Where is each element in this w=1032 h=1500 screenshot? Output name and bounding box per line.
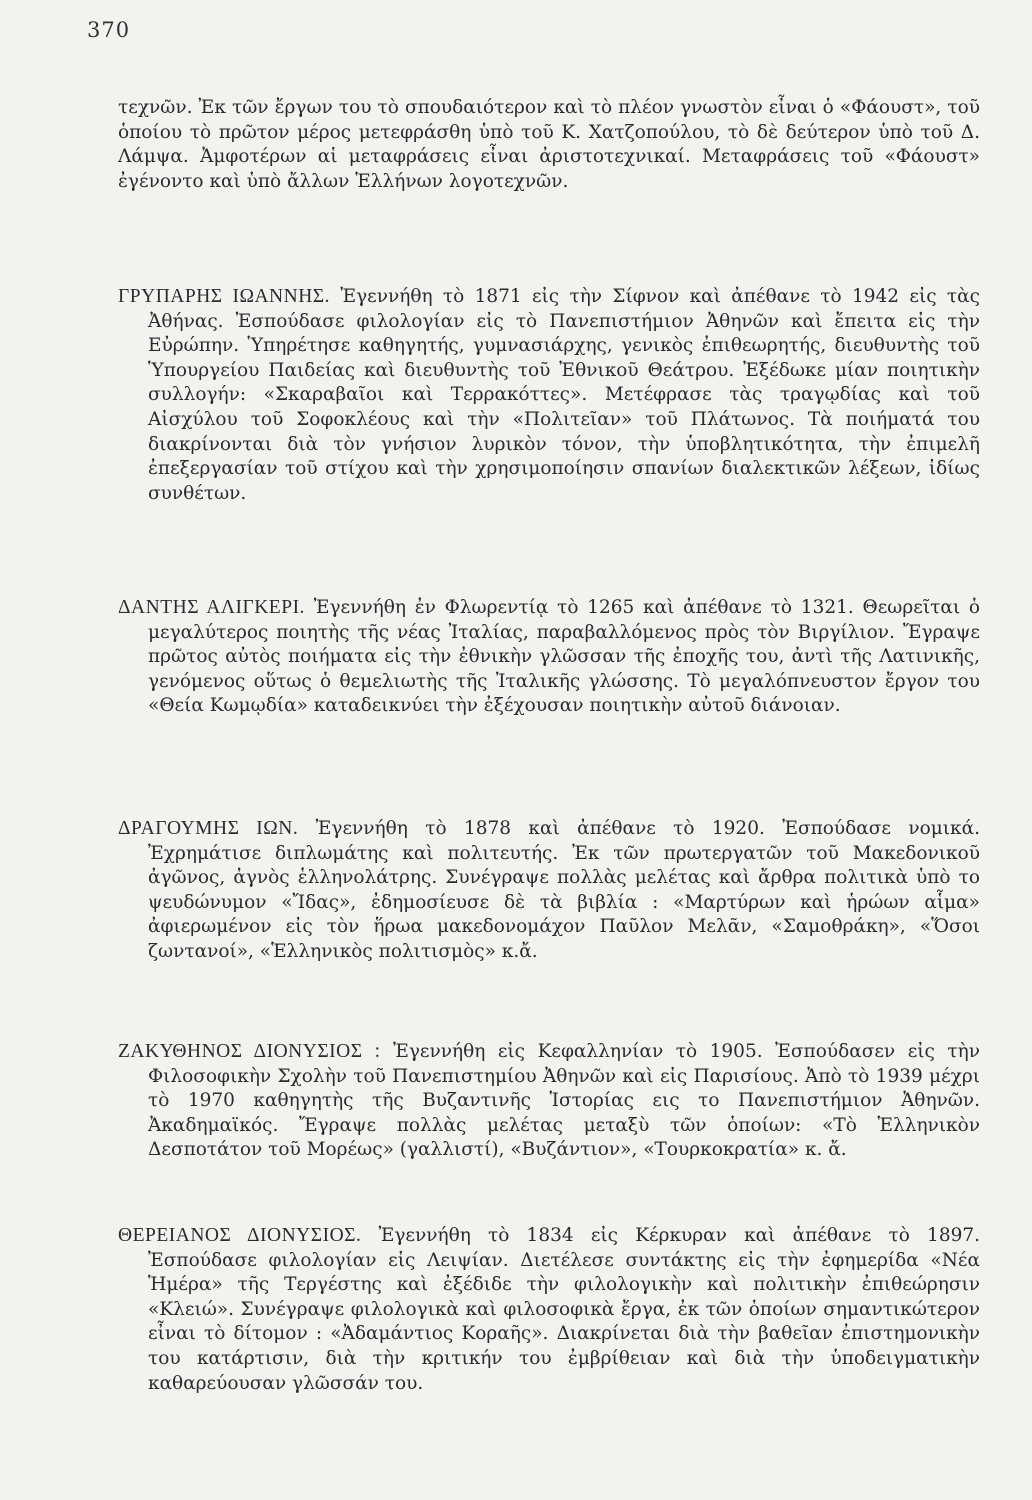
entry-faust-continuation	[118, 96, 980, 194]
entry-paragraph	[118, 285, 980, 506]
entry-gryparis	[118, 285, 980, 506]
entry-paragraph	[118, 596, 980, 719]
entry-heading: ΔΡΑΓΟΥΜΗΣ ΙΩΝ.	[118, 818, 299, 839]
entry-text: τεχνῶν. Ἐκ τῶν ἔργων του τὸ σπουδαιότερον καὶ τὸ πλέον γνωστὸν εἶναι ὁ «Φάουστ», τοῦ ὁποίου τὸ πρῶτον μέρος μετεφράσθη ὑπὸ τοῦ Κ. Χατζοπούλου, τὸ δὲ δεύτερον ὑπὸ τοῦ Δ. Λάμψα. Ἀμφοτέρων αἱ μεταφράσεις εἶναι ἀριστοτεχνικαί. Μεταφράσεις τοῦ «Φάουστ» ἐγένοντο καὶ ὑπὸ ἄλλων Ἑλλήνων λογοτεχνῶν.	[118, 97, 980, 192]
entry-dragoumis	[118, 817, 980, 965]
entry-text: Ἐγεννήθη τὸ 1878 καὶ ἀπέθανε τὸ 1920. Ἐσπούδασε νομικά. Ἐχρημάτισε διπλωμάτης καὶ πολιτευτής. Ἐκ τῶν πρωτεργατῶν τοῦ Μακεδονικοῦ ἀγῶνος, ἁγνὸς ἑλληνολάτρης. Συνέγραψε πολλὰς μελέτας καὶ ἄρθρα πολιτικὰ ὑπὸ το ψευδώνυμον «Ἴδας», ἐδημοσίευσε δὲ τὰ βιβλία : «Μαρτύρων καὶ ἡρώων αἷμα» ἀφιερωμένον εἰς τὸν ἥρωα μακεδονομάχον Παῦλον Μελᾶν, «Σαμοθράκη», «Ὅσοι ζωντανοί», «Ἑλληνικὸς πολιτισμὸς» κ.ἄ.	[148, 818, 980, 962]
entry-dante	[118, 596, 980, 719]
entry-paragraph	[118, 1040, 980, 1163]
entry-paragraph	[118, 817, 980, 965]
entry-paragraph	[118, 96, 980, 194]
entry-text: Ἐγεννήθη εἰς Κεφαλληνίαν τὸ 1905. Ἐσπούδασεν εἰς τὴν Φιλοσοφικὴν Σχολὴν τοῦ Πανεπιστημίου Ἀθηνῶν καὶ εἰς Παρισίους. Ἀπὸ τὸ 1939 μέχρι τὸ 1970 καθηγητὴς τῆς Βυζαντινῆς Ἱστορίας εις το Πανεπιστήμιον Ἀθηνῶν. Ἀκαδημαϊκός. Ἔγραψε πολλὰς μελέτας μεταξὺ τῶν ὁποίων: «Τὸ Ἑλληνικὸν Δεσποτάτον τοῦ Μορέως» (γαλλιστί), «Βυζάντιον», «Τουρκοκρατία» κ. ἄ.	[148, 1041, 980, 1161]
entry-text: Ἐγεννήθη τὸ 1834 εἰς Κέρκυραν καὶ ἀπέθανε τὸ 1897. Ἐσπούδασε φιλολογίαν εἰς Λειψίαν. Διετέλεσε συντάκτης εἰς τὴν ἐφημερίδα «Νέα Ἡμέρα» τῆς Τεργέστης καὶ ἐξέδιδε τὴν φιλολογικὴν καὶ πολιτικὴν ἐπιθεώρησιν «Κλειώ». Συνέγραψε φιλολογικὰ καὶ φιλοσοφικὰ ἔργα, ἐκ τῶν ὁποίων σημαντικώτερον εἶναι τὸ δίτομον : «Ἀδαμάντιος Κοραῆς». Διακρίνεται διὰ τὴν βαθεῖαν ἐπιστημονικὴν του κατάρτισιν, διὰ τὴν κριτικήν του ἐμβρίθειαν καὶ διὰ τὴν ὑποδειγματικὴν καθαρεύουσαν γλῶσσάν του.	[148, 1225, 981, 1394]
entry-paragraph	[118, 1224, 980, 1396]
entry-heading: ΔΑΝΤΗΣ ΑΛΙΓΚΕΡΙ.	[118, 597, 305, 618]
entry-thereianos	[118, 1224, 980, 1396]
entry-text: Ἐγεννήθη τὸ 1871 εἰς τὴν Σίφνον καὶ ἀπέθανε τὸ 1942 εἰς τὰς Ἀθήνας. Ἐσπούδασε φιλολογίαν εἰς τὸ Πανεπιστήμιον Ἀθηνῶν καὶ ἔπειτα εἰς τὴν Εὐρώπην. Ὑπηρέτησε καθηγητής, γυμνασιάρχης, γενικὸς ἐπιθεωρητής, διευθυντὴς τοῦ Ὑπουργείου Παιδείας καὶ διευθυντὴς τοῦ Ἐθνικοῦ Θεάτρου. Ἐξέδωκε μίαν ποιητικὴν συλλογήν: «Σκαραβαῖοι καὶ Τερρακόττες». Μετέφρασε τὰς τραγῳδίας καὶ τοῦ Αἰσχύλου τοῦ Σοφοκλέους καὶ τὴν «Πολιτεῖαν» τοῦ Πλάτωνος. Τὰ ποιήματά του διακρίνονται διὰ τὸν γνήσιον λυρικὸν τόνον, τὴν ὑποβλητικότητα, τὴν ἐπιμελῆ ἐπεξεργασίαν τοῦ στίχου καὶ τὴν χρησιμοποίησιν σπανίων διαλεκτικῶν λέξεων, ἰδίως συνθέτων.	[148, 286, 980, 504]
entry-heading: ΘΕΡΕΙΑΝΟΣ ΔΙΟΝΥΣΙΟΣ.	[118, 1225, 362, 1246]
entry-heading: ΖΑΚΥΘΗΝΟΣ ΔΙΟΝΥΣΙΟΣ :	[118, 1041, 381, 1062]
entry-heading: ΓΡΥΠΑΡΗΣ ΙΩΑΝΝΗΣ.	[118, 286, 330, 307]
entry-zakythinos	[118, 1040, 980, 1163]
page-number: 370	[87, 18, 131, 42]
entry-text: Ἐγεννήθη ἐν Φλωρεντίᾳ τὸ 1265 καὶ ἀπέθανε τὸ 1321. Θεωρεῖται ὁ μεγαλύτερος ποιητὴς τῆς νέας Ἰταλίας, παραβαλλόμενος πρὸς τὸν Βιργίλιον. Ἔγραψε πρῶτος αὐτὸς ποιήματα εἰς τὴν ἐθνικὴν γλῶσσαν τῆς ἐποχῆς του, ἀντὶ τῆς Λατινικῆς, γενόμενος οὕτως ὁ θεμελιωτὴς τῆς Ἰταλικῆς γλώσσης. Τὸ μεγαλόπνευστον ἔργον του «Θεία Κωμῳδία» καταδεικνύει τὴν ἐξέχουσαν ποιητικὴν αὐτοῦ διάνοιαν.	[148, 597, 980, 717]
